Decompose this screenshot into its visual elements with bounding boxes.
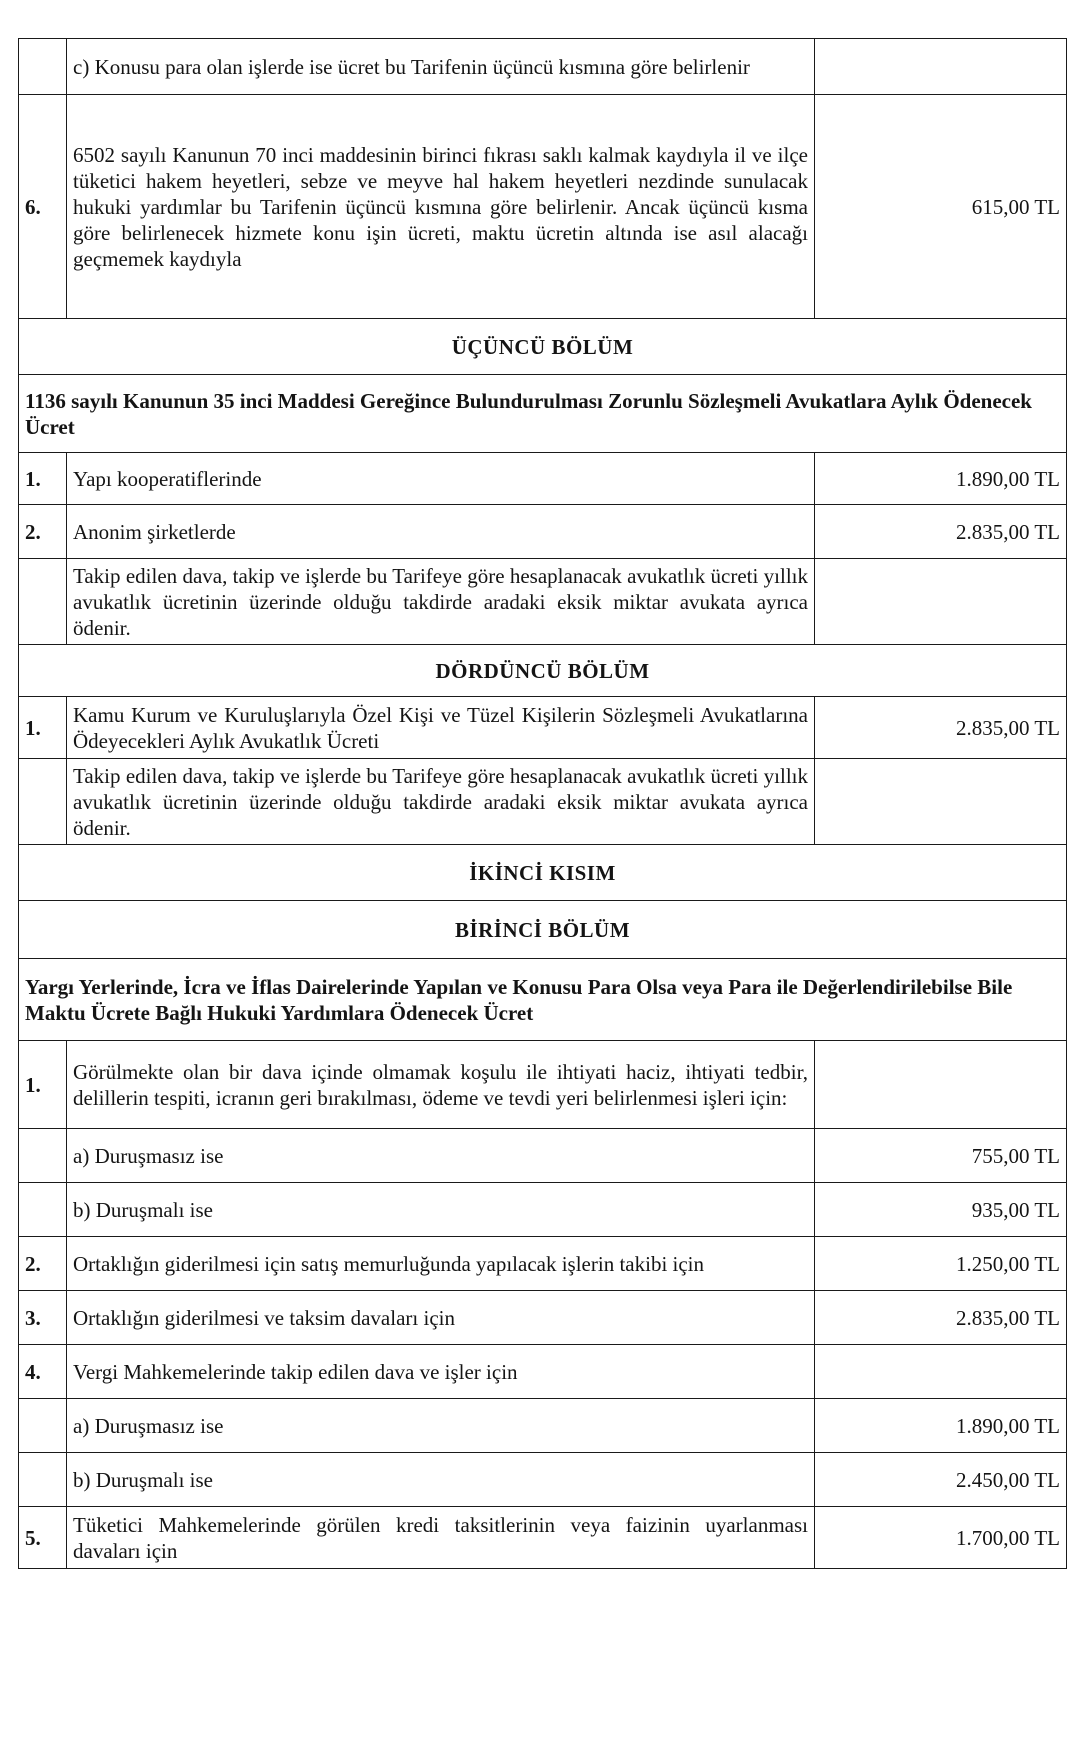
row-amount: 1.250,00 TL xyxy=(815,1237,1067,1291)
table-row xyxy=(19,1453,1067,1507)
row-number: 2. xyxy=(19,505,67,559)
row-text: Görülmekte olan bir dava içinde olmamak koşulu ile ihtiyati haciz, ihtiyati tedbir, delillerin tespiti, icranın geri bırakılması, ödeme ve tevdi yeri belirlenmesi işleri için: xyxy=(67,1041,815,1129)
row-number xyxy=(19,1129,67,1183)
row-text: c) Konusu para olan işlerde ise ücret bu Tarifenin üçüncü kısmına göre belirlenir xyxy=(67,39,815,95)
row-amount: 1.890,00 TL xyxy=(815,1399,1067,1453)
table-row xyxy=(19,1041,1067,1129)
row-amount: 2.450,00 TL xyxy=(815,1453,1067,1507)
row-number: 2. xyxy=(19,1237,67,1291)
row-text: Anonim şirketlerde xyxy=(67,505,815,559)
row-text: Tüketici Mahkemelerinde görülen kredi taksitlerinin veya faizinin uyarlanması davaları için xyxy=(67,1507,815,1569)
row-number: 3. xyxy=(19,1291,67,1345)
table-row xyxy=(19,1345,1067,1399)
row-amount: 755,00 TL xyxy=(815,1129,1067,1183)
tariff-table xyxy=(18,38,1067,1569)
row-number: 5. xyxy=(19,1507,67,1569)
row-text: 6502 sayılı Kanunun 70 inci maddesinin birinci fıkrası saklı kalmak kaydıyla il ve ilçe tüketici hakem heyetleri, sebze ve meyve hal hakem heyetleri nezdinde sunulacak hukuki yardımlar bu Tarifenin üçüncü kısmına göre belirlenir. Ancak üçüncü kısma göre belirlenecek hizmete konu işin ücreti, maktu ücretin altında ise asıl alacağı geçmemek kaydıyla xyxy=(67,95,815,319)
row-amount xyxy=(815,39,1067,95)
row-amount: 2.835,00 TL xyxy=(815,1291,1067,1345)
row-text: b) Duruşmalı ise xyxy=(67,1453,815,1507)
section-heading-row xyxy=(19,901,1067,959)
table-row xyxy=(19,39,1067,95)
row-amount xyxy=(815,1041,1067,1129)
table-row xyxy=(19,759,1067,845)
table-row xyxy=(19,1183,1067,1237)
table-row xyxy=(19,1129,1067,1183)
table-row xyxy=(19,95,1067,319)
row-number: 1. xyxy=(19,697,67,759)
table-row xyxy=(19,505,1067,559)
row-amount: 2.835,00 TL xyxy=(815,505,1067,559)
section-heading: DÖRDÜNCÜ BÖLÜM xyxy=(19,645,1067,697)
row-amount: 615,00 TL xyxy=(815,95,1067,319)
row-amount: 1.700,00 TL xyxy=(815,1507,1067,1569)
section-heading-row xyxy=(19,645,1067,697)
row-number: 6. xyxy=(19,95,67,319)
row-number xyxy=(19,39,67,95)
row-text: Takip edilen dava, takip ve işlerde bu Tarifeye göre hesaplanacak avukatlık ücreti yıllık avukatlık ücretinin üzerinde olduğu takdirde aradaki eksik miktar avukata ayrıca ödenir. xyxy=(67,559,815,645)
row-text: a) Duruşmasız ise xyxy=(67,1129,815,1183)
table-row xyxy=(19,1291,1067,1345)
row-text: Vergi Mahkemelerinde takip edilen dava ve işler için xyxy=(67,1345,815,1399)
row-text: Yapı kooperatiflerinde xyxy=(67,453,815,505)
table-row xyxy=(19,697,1067,759)
section-subheading-row xyxy=(19,959,1067,1041)
table-row xyxy=(19,453,1067,505)
section-subheading: 1136 sayılı Kanunun 35 inci Maddesi Gereğince Bulundurulması Zorunlu Sözleşmeli Avukatlara Aylık Ödenecek Ücret xyxy=(19,375,1067,453)
row-text: a) Duruşmasız ise xyxy=(67,1399,815,1453)
row-number: 4. xyxy=(19,1345,67,1399)
table-row xyxy=(19,1237,1067,1291)
row-number xyxy=(19,1183,67,1237)
row-number: 1. xyxy=(19,1041,67,1129)
row-text: Ortaklığın giderilmesi ve taksim davaları için xyxy=(67,1291,815,1345)
section-heading: BİRİNCİ BÖLÜM xyxy=(19,901,1067,959)
row-number xyxy=(19,759,67,845)
row-text: Ortaklığın giderilmesi için satış memurluğunda yapılacak işlerin takibi için xyxy=(67,1237,815,1291)
part-heading: İKİNCİ KISIM xyxy=(19,845,1067,901)
section-subheading-row xyxy=(19,375,1067,453)
row-text: Takip edilen dava, takip ve işlerde bu Tarifeye göre hesaplanacak avukatlık ücreti yıllık avukatlık ücretinin üzerinde olduğu takdirde aradaki eksik miktar avukata ayrıca ödenir. xyxy=(67,759,815,845)
row-number: 1. xyxy=(19,453,67,505)
row-amount: 2.835,00 TL xyxy=(815,697,1067,759)
row-amount xyxy=(815,1345,1067,1399)
row-amount xyxy=(815,759,1067,845)
section-subheading: Yargı Yerlerinde, İcra ve İflas Dairelerinde Yapılan ve Konusu Para Olsa veya Para ile Değerlendirilebilse Bile Maktu Ücrete Bağlı Hukuki Yardımlara Ödenecek Ücret xyxy=(19,959,1067,1041)
table-row xyxy=(19,1399,1067,1453)
section-heading-row xyxy=(19,319,1067,375)
table-row xyxy=(19,1507,1067,1569)
table-row xyxy=(19,559,1067,645)
tariff-document xyxy=(18,38,1066,1569)
row-number xyxy=(19,1453,67,1507)
row-number xyxy=(19,559,67,645)
section-heading: ÜÇÜNCÜ BÖLÜM xyxy=(19,319,1067,375)
row-text: b) Duruşmalı ise xyxy=(67,1183,815,1237)
row-number xyxy=(19,1399,67,1453)
row-text: Kamu Kurum ve Kuruluşlarıyla Özel Kişi ve Tüzel Kişilerin Sözleşmeli Avukatlarına Ödeyecekleri Aylık Avukatlık Ücreti xyxy=(67,697,815,759)
row-amount: 935,00 TL xyxy=(815,1183,1067,1237)
row-amount: 1.890,00 TL xyxy=(815,453,1067,505)
row-amount xyxy=(815,559,1067,645)
part-heading-row xyxy=(19,845,1067,901)
